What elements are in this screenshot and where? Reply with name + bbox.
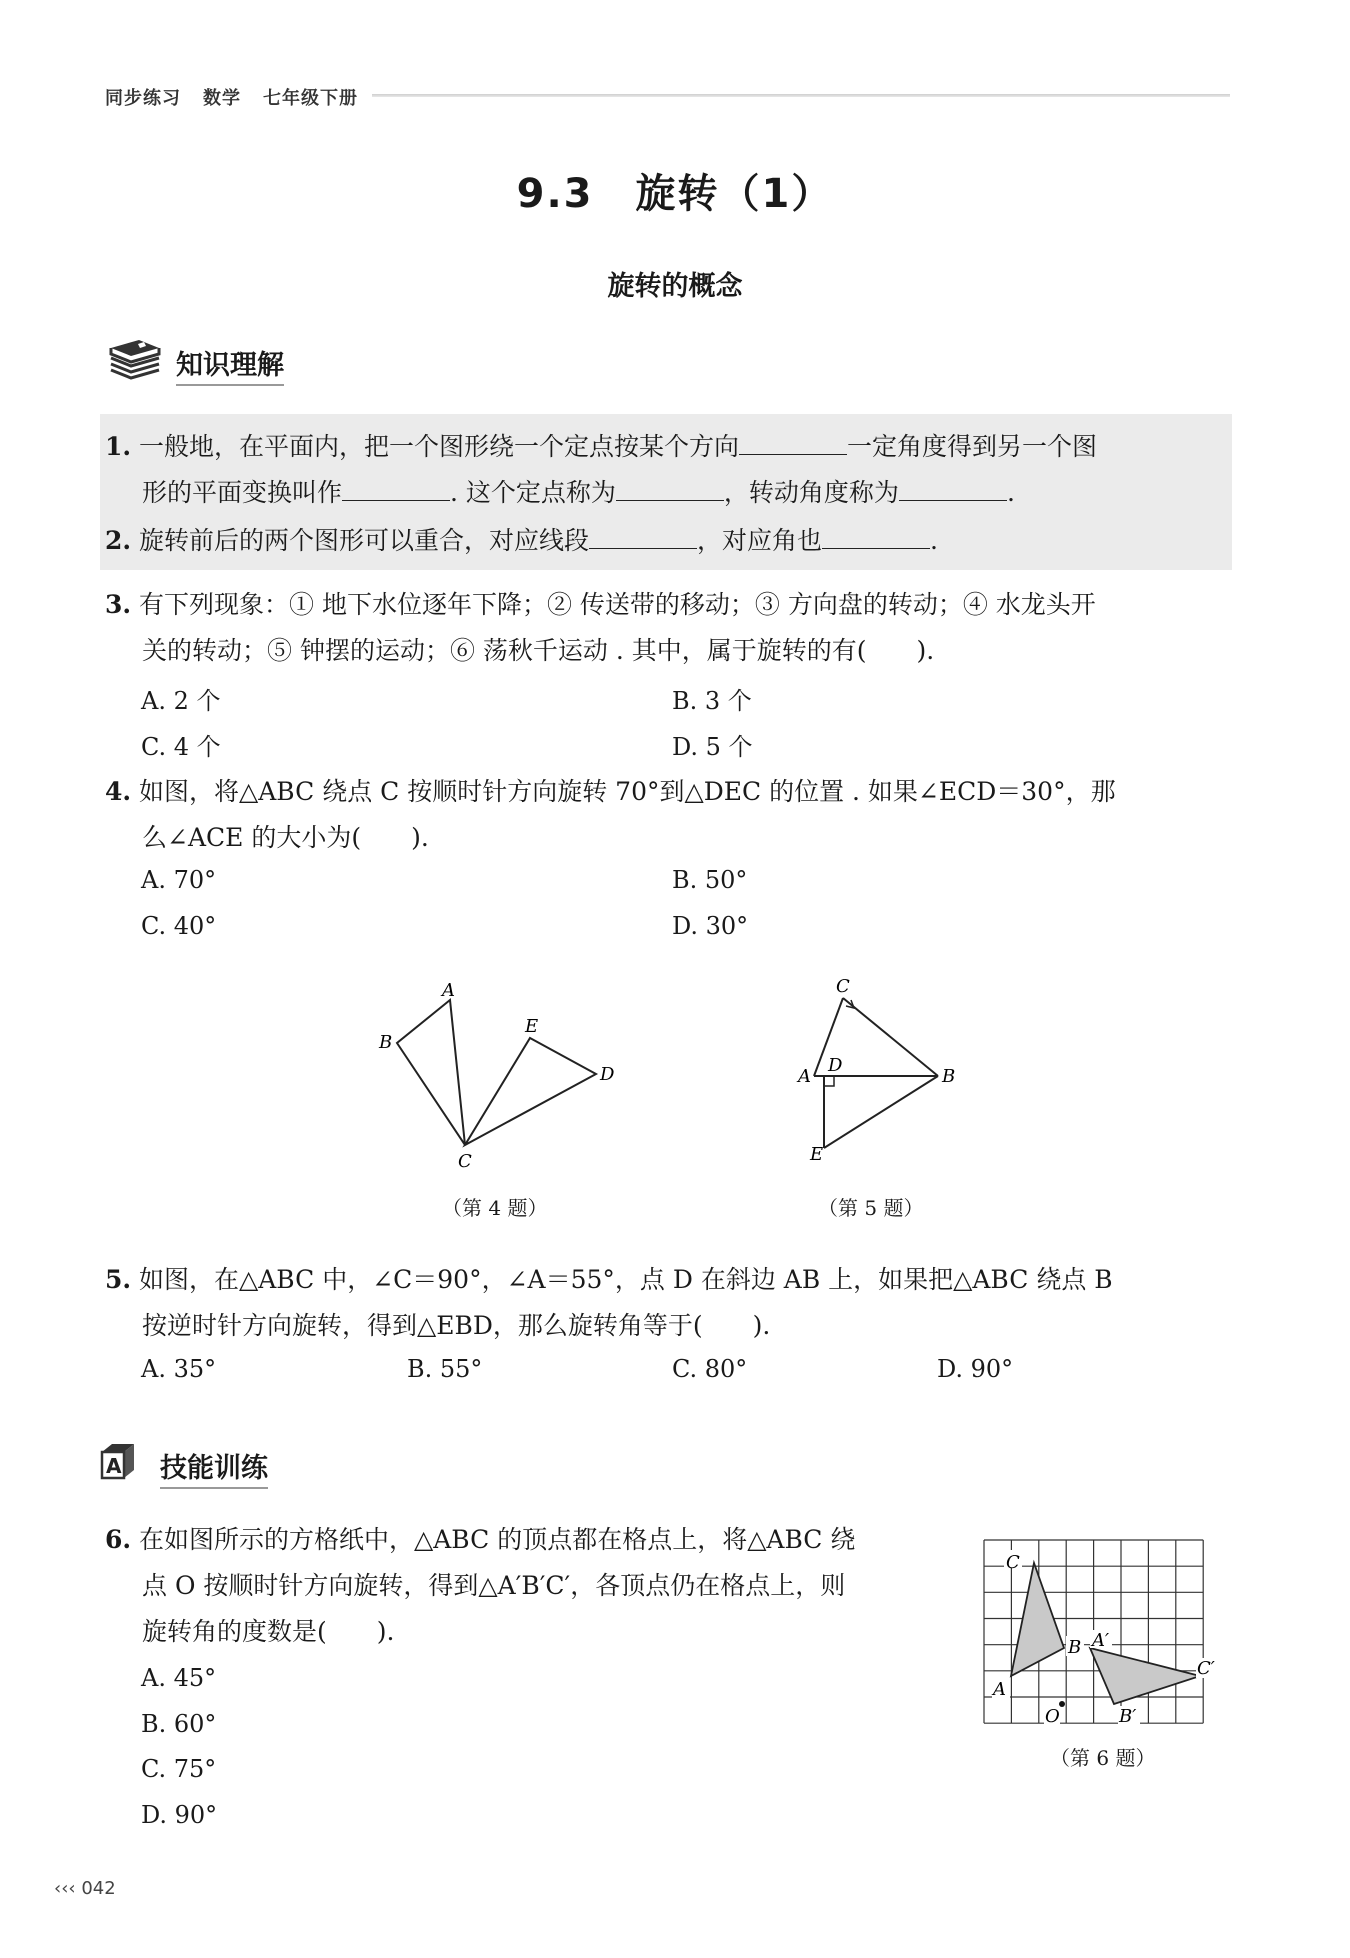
label-c: C xyxy=(1006,1552,1020,1573)
triangle-dec xyxy=(465,1038,596,1145)
label-c: C xyxy=(458,1151,472,1172)
answer-blank[interactable] xyxy=(739,432,847,455)
question-5: 5. 如图，在△ABC 中，∠C＝90°，∠A＝55°，点 D 在斜边 AB 上，如果把△ABC 绕点 B 按逆时针方向旋转，得到△EBD，那么旋转角等于( ). xyxy=(105,1265,1113,1340)
question-3: 3. 有下列现象：① 地下水位逐年下降；② 传送带的移动；③ 方向盘的转动；④ 水龙头开 关的转动；⑤ 钟摆的运动；⑥ 荡秋千运动 . 其中，属于旋转的有( ). xyxy=(105,590,1096,665)
answer-blank[interactable] xyxy=(342,478,450,501)
q4-option-d[interactable]: D. 30° xyxy=(672,912,749,940)
cube-a-icon xyxy=(100,1442,136,1484)
answer-blank[interactable] xyxy=(822,526,930,549)
label-o: O xyxy=(1045,1706,1060,1727)
triangle-abc xyxy=(1011,1563,1064,1676)
label-d: D xyxy=(828,1055,843,1076)
q6-option-b[interactable]: B. 60° xyxy=(141,1710,217,1738)
q5-option-a[interactable]: A. 35° xyxy=(141,1355,217,1383)
q5-option-b[interactable]: B. 55° xyxy=(407,1355,483,1383)
question-4: 4. 如图，将△ABC 绕点 C 按顺时针方向旋转 70°到△DEC 的位置 . 如果∠ECD＝30°，那 么∠ACE 的大小为( ). xyxy=(105,777,1116,852)
label-a: A xyxy=(442,980,455,1001)
books-icon xyxy=(105,338,163,388)
q6-option-d[interactable]: D. 90° xyxy=(141,1801,218,1829)
question-6: 6. 在如图所示的方格纸中，△ABC 的顶点都在格点上，将△ABC 绕 点 O 按顺时针方向旋转，得到△A′B′C′，各顶点仍在格点上，则 旋转角的度数是( ). xyxy=(105,1525,856,1646)
page-subtitle: 旋转的概念 xyxy=(607,271,743,302)
label-a: A xyxy=(993,1679,1006,1700)
label-a-prime: A′ xyxy=(1092,1630,1110,1651)
label-a: A xyxy=(798,1066,811,1087)
section-knowledge: 知识理解 xyxy=(176,343,284,386)
label-b: B xyxy=(379,1032,393,1053)
answer-blank[interactable] xyxy=(616,478,724,501)
subject-name: 数学 xyxy=(203,88,241,109)
label-b: B xyxy=(942,1066,956,1087)
running-header xyxy=(105,84,380,110)
q3-option-c[interactable]: C. 4 个 xyxy=(141,733,221,761)
figure-5-caption: （第 5 题） xyxy=(818,1196,924,1220)
q3-option-b[interactable]: B. 3 个 xyxy=(672,687,752,715)
segment-eb xyxy=(824,1076,938,1148)
figure-4-caption: （第 4 题） xyxy=(442,1196,548,1220)
q3-option-a[interactable]: A. 2 个 xyxy=(141,687,221,715)
q5-option-d[interactable]: D. 90° xyxy=(937,1355,1014,1383)
question-2: 2. 旋转前后的两个图形可以重合，对应线段 ，对应角也 . xyxy=(105,526,938,555)
triangle-a1b1c1 xyxy=(1090,1648,1200,1704)
q4-option-c[interactable]: C. 40° xyxy=(141,912,217,940)
label-d: D xyxy=(600,1064,615,1085)
label-b-prime: B′ xyxy=(1119,1706,1137,1727)
figure-6 xyxy=(982,1538,1222,1734)
answer-blank[interactable] xyxy=(899,478,1007,501)
page-title: 9.3 旋转（1） xyxy=(516,171,834,217)
label-c: C xyxy=(836,978,850,997)
grade-name: 七年级下册 xyxy=(263,88,358,109)
chevrons-left-icon: ‹‹‹ xyxy=(54,1878,76,1899)
svg-text:A: A xyxy=(106,1454,122,1478)
page-number: 042 xyxy=(81,1878,116,1899)
q4-option-b[interactable]: B. 50° xyxy=(672,866,748,894)
q4-option-a[interactable]: A. 70° xyxy=(141,866,217,894)
q6-option-a[interactable]: A. 45° xyxy=(141,1664,217,1692)
figure-4 xyxy=(370,978,630,1178)
answer-blank[interactable] xyxy=(589,526,697,549)
label-c-prime: C′ xyxy=(1197,1658,1215,1679)
q5-option-c[interactable]: C. 80° xyxy=(672,1355,748,1383)
figure-5 xyxy=(778,978,978,1178)
page-footer xyxy=(54,1878,116,1899)
label-b: B xyxy=(1068,1637,1082,1658)
segment-cb xyxy=(843,998,938,1076)
q3-option-d[interactable]: D. 5 个 xyxy=(672,733,753,761)
figure-6-caption: （第 6 题） xyxy=(1050,1746,1156,1770)
section-skill: 技能训练 xyxy=(160,1446,268,1489)
label-e: E xyxy=(810,1144,824,1165)
label-e: E xyxy=(525,1016,539,1037)
q6-option-c[interactable]: C. 75° xyxy=(141,1755,217,1783)
question-1: 1. 一般地，在平面内，把一个图形绕一个定点按某个方向 一定角度得到另一个图 形的平面变换叫作 . 这个定点称为 ，转动角度称为 . xyxy=(105,432,1098,507)
triangle-abc xyxy=(397,1000,465,1145)
book-name: 同步练习 xyxy=(105,88,181,109)
header-rule xyxy=(372,94,1230,97)
